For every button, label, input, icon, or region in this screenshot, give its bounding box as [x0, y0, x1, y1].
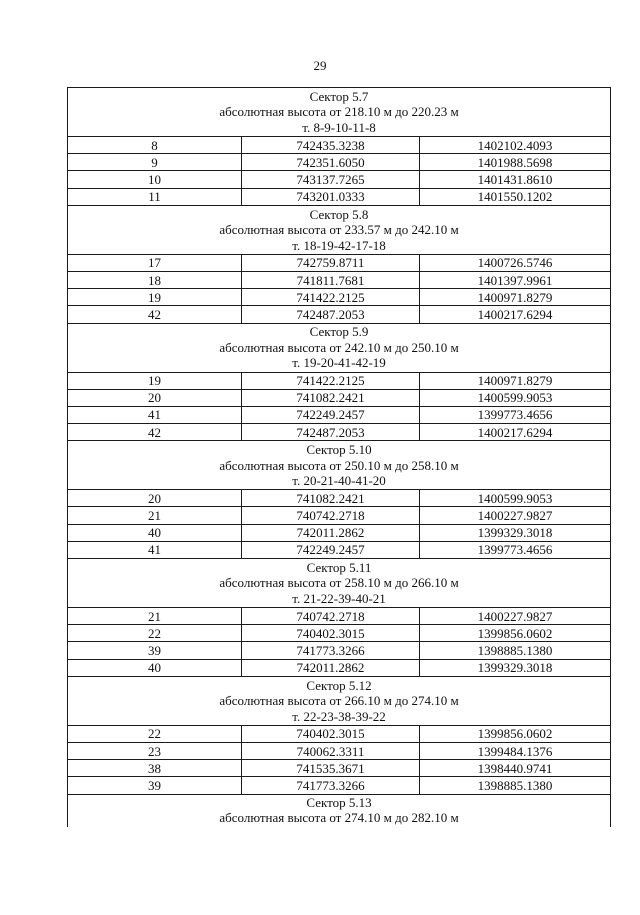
sector-header	[68, 676, 611, 725]
coord-y: 1399329.3018	[420, 659, 611, 676]
sector-points: т. 22-23-38-39-22	[292, 708, 386, 724]
coord-x: 741082.2421	[242, 490, 420, 507]
sector-title: Сектор 5.10	[306, 442, 372, 457]
coord-x: 742249.2457	[242, 406, 420, 423]
coord-x: 741422.2125	[242, 372, 420, 389]
sector-altitude: абсолютная высота от 233.57 м до 242.10 м	[219, 222, 459, 237]
coord-x: 742487.2053	[242, 424, 420, 441]
sector-altitude: абсолютная высота от 242.10 м до 250.10 м	[219, 339, 459, 355]
coord-x: 742487.2053	[242, 306, 420, 323]
sector-altitude: абсолютная высота от 258.10 м до 266.10 м	[219, 575, 459, 591]
point-number: 41	[68, 406, 242, 423]
sector-title: Сектор 5.13	[306, 794, 372, 810]
point-number: 20	[68, 490, 242, 507]
sector-title: Сектор 5.11	[306, 559, 372, 575]
coord-x: 741773.3266	[242, 642, 420, 659]
sector-altitude: абсолютная высота от 266.10 м до 274.10 м	[219, 693, 459, 708]
table-row	[68, 389, 611, 406]
point-number: 21	[68, 507, 242, 524]
coord-y: 1399773.4656	[420, 406, 611, 423]
point-number: 42	[68, 424, 242, 441]
point-number: 22	[68, 625, 242, 642]
point-number: 9	[68, 154, 242, 171]
coord-y: 1400227.9827	[420, 608, 611, 625]
coord-y: 1400217.6294	[420, 424, 611, 441]
page-number: 29	[313, 58, 327, 73]
coord-x: 742351.6050	[242, 154, 420, 171]
sector-header	[68, 205, 611, 254]
sector-header-row	[68, 323, 611, 372]
coord-y: 1399856.0602	[420, 725, 611, 742]
coord-y: 1400599.9053	[420, 490, 611, 507]
coord-y: 1400599.9053	[420, 389, 611, 406]
sector-points: т. 19-20-41-42-19	[292, 355, 386, 371]
sector-altitude: абсолютная высота от 274.10 м до 282.10 м	[219, 810, 459, 825]
point-number: 11	[68, 188, 242, 205]
sector-points: т. 21-22-39-40-21	[292, 590, 386, 606]
coord-y: 1398885.1380	[420, 642, 611, 659]
table-row	[68, 777, 611, 794]
coord-y: 1401397.9961	[420, 271, 611, 288]
table-row	[68, 289, 611, 306]
sector-points: т. 18-19-42-17-18	[292, 237, 386, 253]
sector-altitude: абсолютная высота от 250.10 м до 258.10 м	[219, 457, 459, 473]
coordinates-table-body	[68, 88, 611, 827]
coord-y: 1399484.1376	[420, 742, 611, 759]
point-number: 39	[68, 642, 242, 659]
coord-x: 740742.2718	[242, 507, 420, 524]
table-row	[68, 171, 611, 188]
coord-x: 743137.7265	[242, 171, 420, 188]
table-row	[68, 659, 611, 676]
table-row	[68, 625, 611, 642]
point-number: 39	[68, 777, 242, 794]
coord-y: 1399856.0602	[420, 625, 611, 642]
coord-x: 742435.3238	[242, 137, 420, 154]
sector-altitude: абсолютная высота от 218.10 м до 220.23 м	[219, 104, 459, 120]
point-number: 19	[68, 289, 242, 306]
coord-y: 1399329.3018	[420, 524, 611, 541]
coord-y: 1400227.9827	[420, 507, 611, 524]
sector-header-row	[68, 676, 611, 725]
coord-y: 1398440.9741	[420, 760, 611, 777]
table-row	[68, 154, 611, 171]
coord-x: 742011.2862	[242, 659, 420, 676]
point-number: 40	[68, 524, 242, 541]
point-number: 20	[68, 389, 242, 406]
coord-y: 1401988.5698	[420, 154, 611, 171]
sector-points: т. 8-9-10-11-8	[302, 119, 376, 135]
table-row	[68, 254, 611, 271]
coord-x: 740742.2718	[242, 608, 420, 625]
point-number: 8	[68, 137, 242, 154]
coord-y: 1400217.6294	[420, 306, 611, 323]
coord-x: 740062.3311	[242, 742, 420, 759]
table-row	[68, 490, 611, 507]
sector-header-row	[68, 441, 611, 490]
point-number: 38	[68, 760, 242, 777]
coord-y: 1400971.8279	[420, 372, 611, 389]
table-row	[68, 306, 611, 323]
coordinates-table	[67, 87, 611, 827]
table-row	[68, 742, 611, 759]
sector-header-row	[68, 794, 611, 827]
coord-x: 741811.7681	[242, 271, 420, 288]
table-row	[68, 372, 611, 389]
coord-x: 742011.2862	[242, 524, 420, 541]
coord-y: 1400971.8279	[420, 289, 611, 306]
coord-x: 740402.3015	[242, 625, 420, 642]
point-number: 22	[68, 725, 242, 742]
sector-header-row	[68, 559, 611, 608]
coord-x: 741773.3266	[242, 777, 420, 794]
sector-title: Сектор 5.9	[309, 324, 369, 340]
coord-x: 741082.2421	[242, 389, 420, 406]
sector-header	[68, 88, 611, 137]
table-row	[68, 541, 611, 558]
sector-header	[68, 794, 611, 827]
table-row	[68, 725, 611, 742]
coord-x: 741535.3671	[242, 760, 420, 777]
sector-header	[68, 559, 611, 608]
table-row	[68, 760, 611, 777]
point-number: 21	[68, 608, 242, 625]
point-number: 19	[68, 372, 242, 389]
coord-y: 1399773.4656	[420, 541, 611, 558]
sector-points: т. 20-21-40-41-20	[292, 473, 386, 488]
table-row	[68, 524, 611, 541]
table-row	[68, 507, 611, 524]
sector-header	[68, 441, 611, 490]
table-row	[68, 137, 611, 154]
coord-x: 743201.0333	[242, 188, 420, 205]
coord-y: 1398885.1380	[420, 777, 611, 794]
sector-header-row	[68, 205, 611, 254]
sector-title: Сектор 5.7	[309, 88, 369, 104]
sector-title: Сектор 5.12	[306, 677, 372, 693]
point-number: 42	[68, 306, 242, 323]
sector-header-row	[68, 88, 611, 137]
table-row	[68, 608, 611, 625]
coord-y: 1400726.5746	[420, 254, 611, 271]
coord-x: 741422.2125	[242, 289, 420, 306]
table-row	[68, 642, 611, 659]
coord-y: 1402102.4093	[420, 137, 611, 154]
coord-x: 742759.8711	[242, 254, 420, 271]
table-row	[68, 406, 611, 423]
point-number: 17	[68, 254, 242, 271]
coord-x: 740402.3015	[242, 725, 420, 742]
point-number: 40	[68, 659, 242, 676]
point-number: 41	[68, 541, 242, 558]
point-number: 23	[68, 742, 242, 759]
table-row	[68, 424, 611, 441]
sector-header	[68, 323, 611, 372]
coord-x: 742249.2457	[242, 541, 420, 558]
table-row	[68, 271, 611, 288]
point-number: 10	[68, 171, 242, 188]
coord-y: 1401431.8610	[420, 171, 611, 188]
point-number: 18	[68, 271, 242, 288]
sector-title: Сектор 5.8	[309, 206, 369, 222]
table-row	[68, 188, 611, 205]
coord-y: 1401550.1202	[420, 188, 611, 205]
